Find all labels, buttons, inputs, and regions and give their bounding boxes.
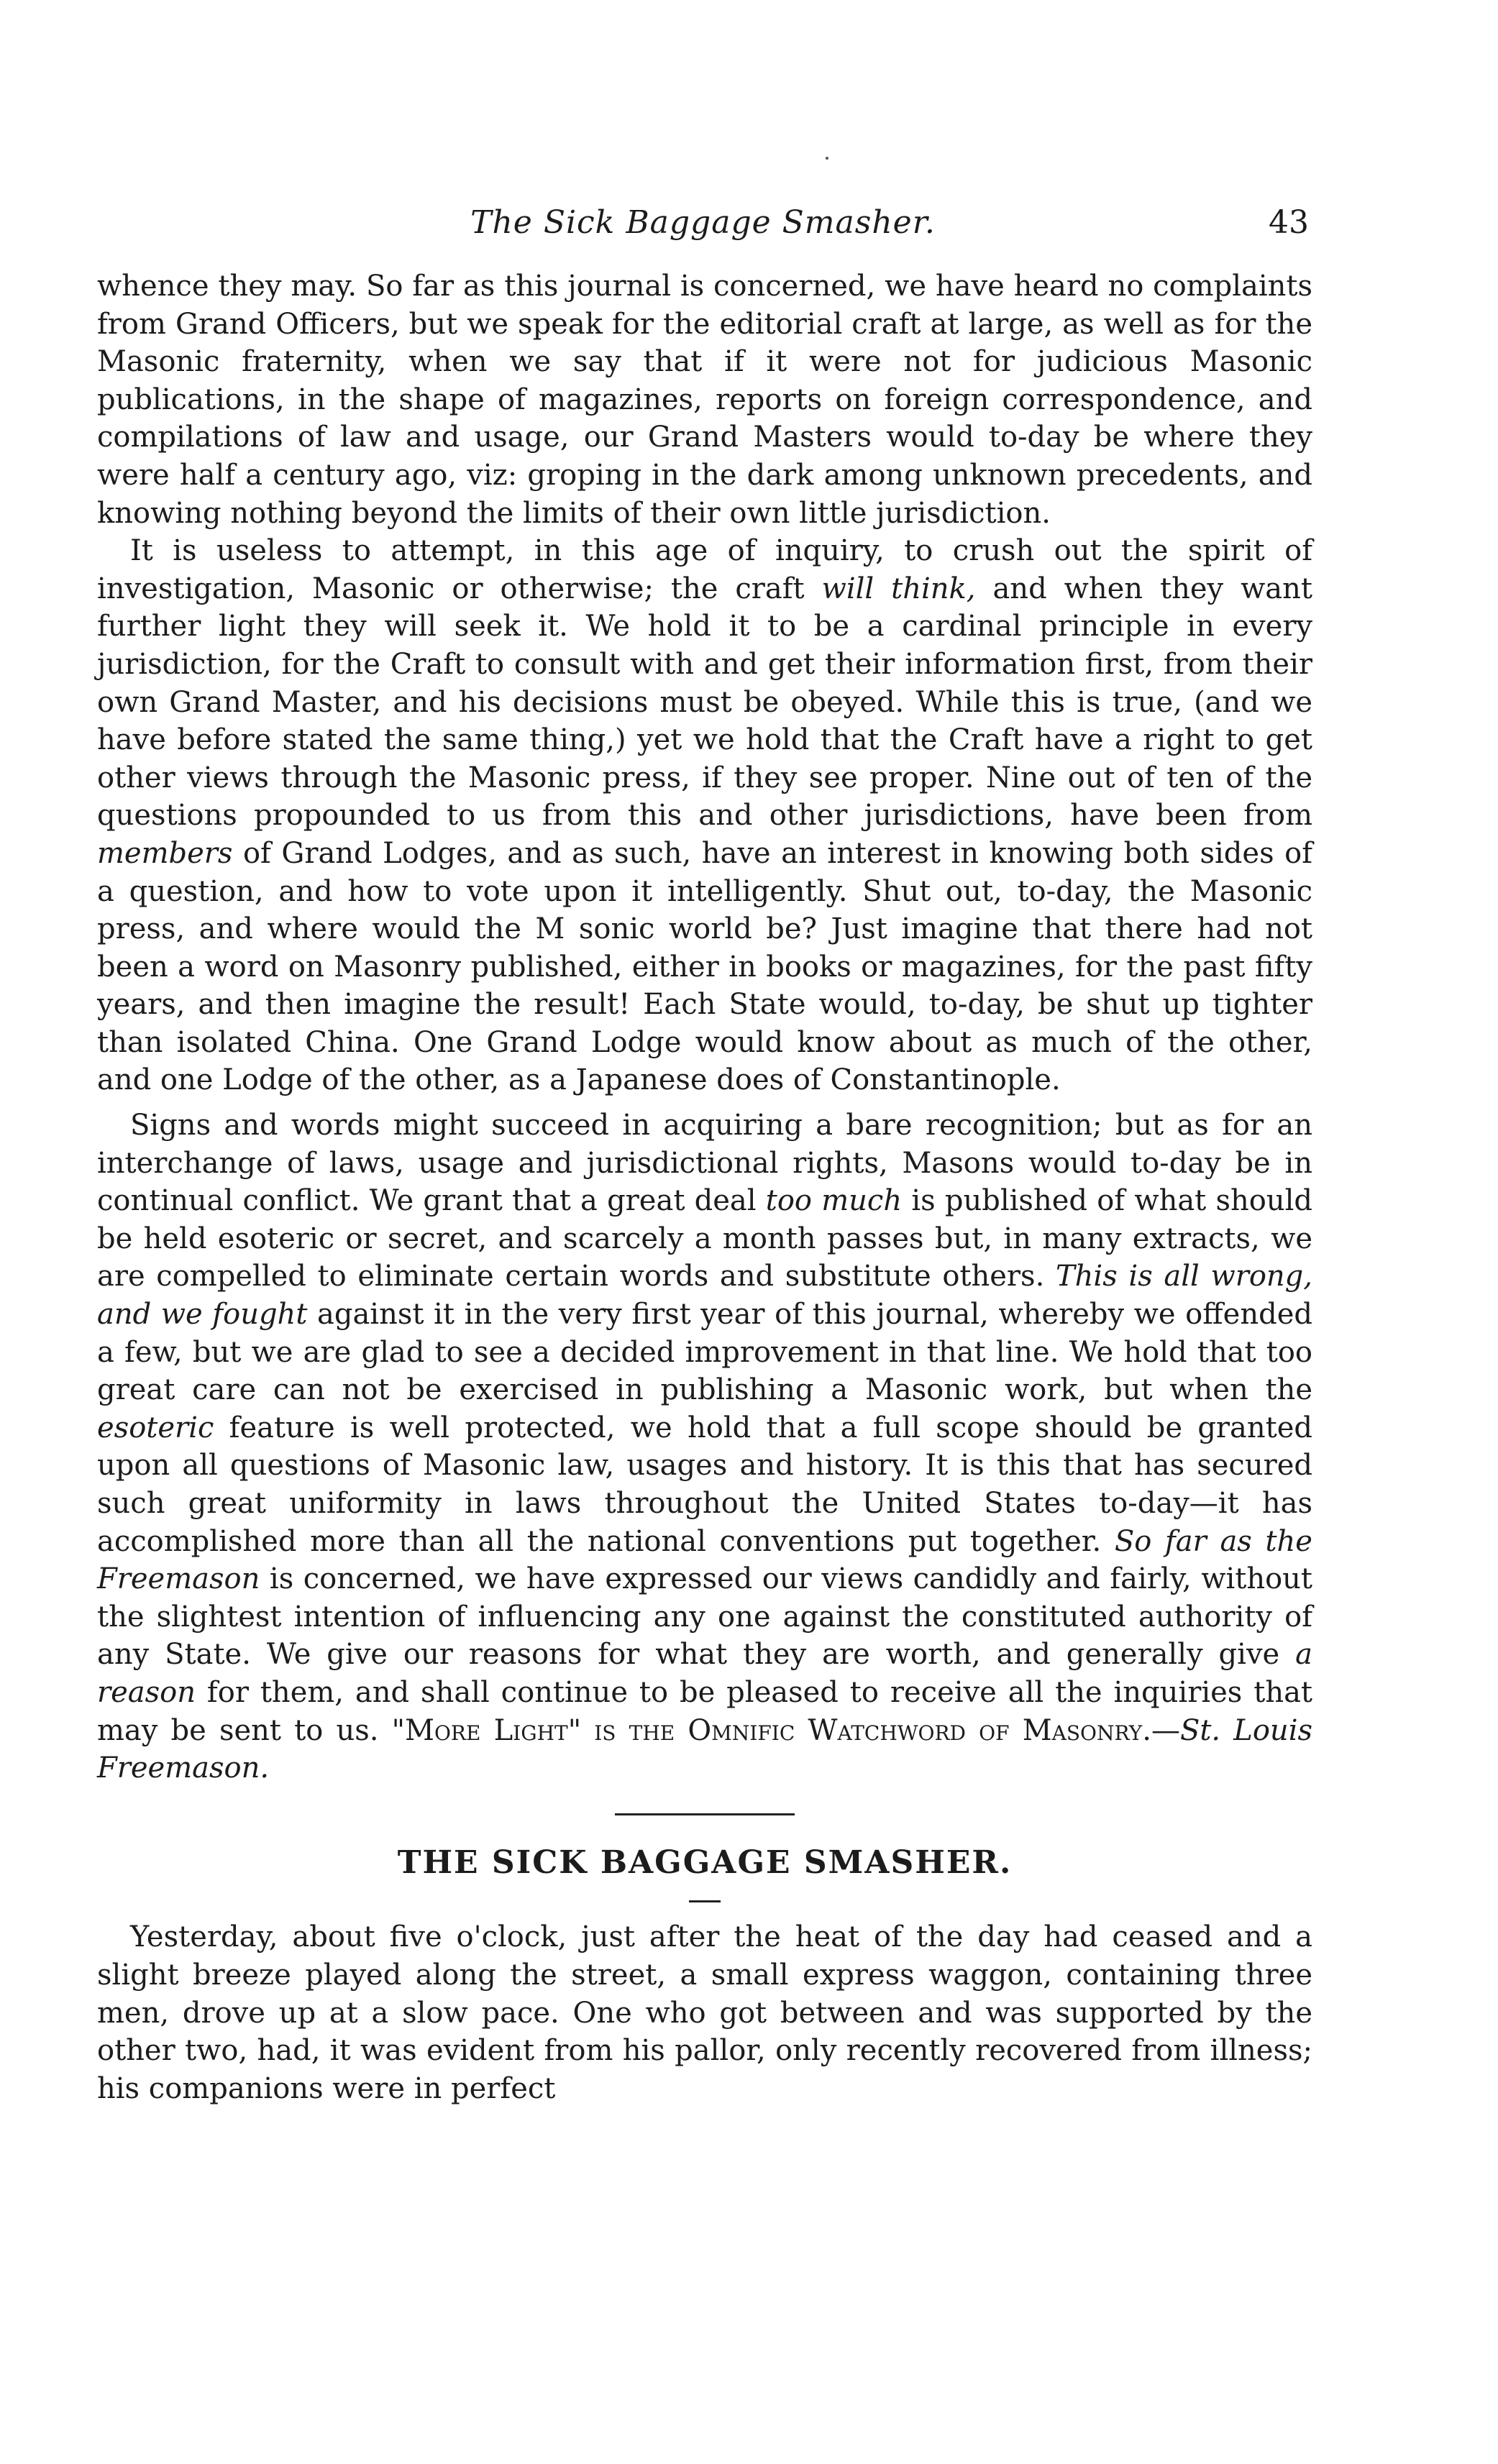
- paragraph-3-text-c: against it in the very first year of this journal, whereby we offended a few, but we are glad to see a decided improvement in that line. We hold that too great care can not be exercised in publishing a Masonic work, but when the: [97, 1298, 1312, 1407]
- paragraph-3: [97, 1107, 1312, 1787]
- paragraph-continuation: [97, 267, 1312, 532]
- paragraph-3-text-e: is concerned, we have expressed our views candidly and fairly, without the slightest intention of influencing any one against the constituted authority of any State. We give our reasons for what they are worth, and generally give: [97, 1562, 1312, 1672]
- paragraph-3-italic-e: a reason: [97, 1638, 1312, 1709]
- source-attribution: St. Louis Freemason.: [97, 1713, 1313, 1785]
- paragraph-3-text-f: for them, and shall continue to be pleased to receive all the inquiries that may be sent to us.: [97, 1675, 1312, 1747]
- paragraph-3-text-d: feature is well protected, we hold that a full scope should be granted upon all questions of Masonic law, usages and history. It is this that has secured such great uniformity in laws throughout the United States to-day—it has accomplished more than all the national conventions put together.: [97, 1411, 1312, 1558]
- print-speck: [826, 157, 828, 160]
- paragraph-3-italic-c: esoteric: [97, 1411, 214, 1444]
- paragraph-3-italic-a: too much: [765, 1184, 903, 1218]
- paragraph-4: [97, 1918, 1312, 2107]
- paragraph-4-text: Yesterday, about five o'clock, just after the heat of the day had ceased and a slight breeze played along the street, a small express waggon, containing three men, drove up at a slow pace. One who got between and was supported by the other two, had, it was evident from his pallor, only recently recovered from illness; his companions were in perfect: [97, 1920, 1312, 2105]
- running-head: [97, 204, 1309, 247]
- closing-motto: "More Light" is the Omnific Watchword of Masonry.: [391, 1713, 1151, 1747]
- section-rule: [615, 1813, 795, 1815]
- attribution-dash: —: [1151, 1713, 1180, 1747]
- paragraph-2-italic-a: will think,: [821, 572, 976, 605]
- paragraph-2-text-c: of Grand Lodges, and as such, have an interest in knowing both sides of a question, and how to vote upon it intelligently. Shut out, to-day, the Masonic press, and where would the M sonic world be? Just imagine that there had not been a word on Masonry published, either in books or magazines, for the past fifty years, and then imagine the result! Each State would, to-day, be shut up tighter than isolated China. One Grand Lodge would know about as much of the other, and one Lodge of the other, as a Japanese does of Constantinople.: [97, 836, 1312, 1097]
- paragraph-3-italic-d: So far as the Freemason: [97, 1524, 1312, 1596]
- paragraph-2-text-a: It is useless to attempt, in this age of inquiry, to crush out the spirit of investigation, Masonic or otherwise; the craft: [97, 534, 1312, 605]
- paragraph-3-text-a: Signs and words might succeed in acquiring a bare recognition; but as for an interchange of laws, usage and jurisdictional rights, Masons would to-day be in continual conflict. We grant that a great deal: [97, 1109, 1312, 1218]
- paragraph-3-italic-b: This is all wrong, and we fought: [97, 1260, 1313, 1332]
- paragraph-2: [97, 532, 1312, 1099]
- running-title: The Sick Baggage Smasher.: [470, 204, 936, 241]
- body-text: [97, 267, 1312, 2107]
- paragraph-1-text: whence they may. So far as this journal is concerned, we have heard no complaints from Grand Officers, but we speak for the editorial craft at large, as well as for the Masonic fraternity, when we say that if it were not for judicious Masonic publications, in the shape of magazines, reports on foreign correspondence, and compilations of law and usage, our Grand Masters would to-day be where they were half a century ago, viz: groping in the dark among unknown precedents, and knowing nothing beyond the limits of their own little jurisdiction.: [97, 270, 1312, 530]
- paragraph-2-text-b: and when they want further light they will seek it. We hold it to be a cardinal principle in every jurisdiction, for the Craft to consult with and get their information first, from their own Grand Master, and his decisions must be obeyed. While this is true, (and we have before stated the same thing,) yet we hold that the Craft have a right to get other views through the Masonic press, if they see proper. Nine out of ten of the questions propounded to us from this and other jurisdictions, have been from: [97, 572, 1312, 833]
- section-title: THE SICK BAGGAGE SMASHER.: [397, 1844, 1013, 1881]
- paragraph-2-italic-b: members: [97, 836, 233, 870]
- title-dash: [689, 1900, 721, 1902]
- paragraph-3-text-b: is published of what should be held esoteric or secret, and scarcely a month passes but, in many extracts, we are compelled to eliminate certain words and substitute others.: [97, 1184, 1313, 1293]
- page-number: 43: [1269, 204, 1309, 241]
